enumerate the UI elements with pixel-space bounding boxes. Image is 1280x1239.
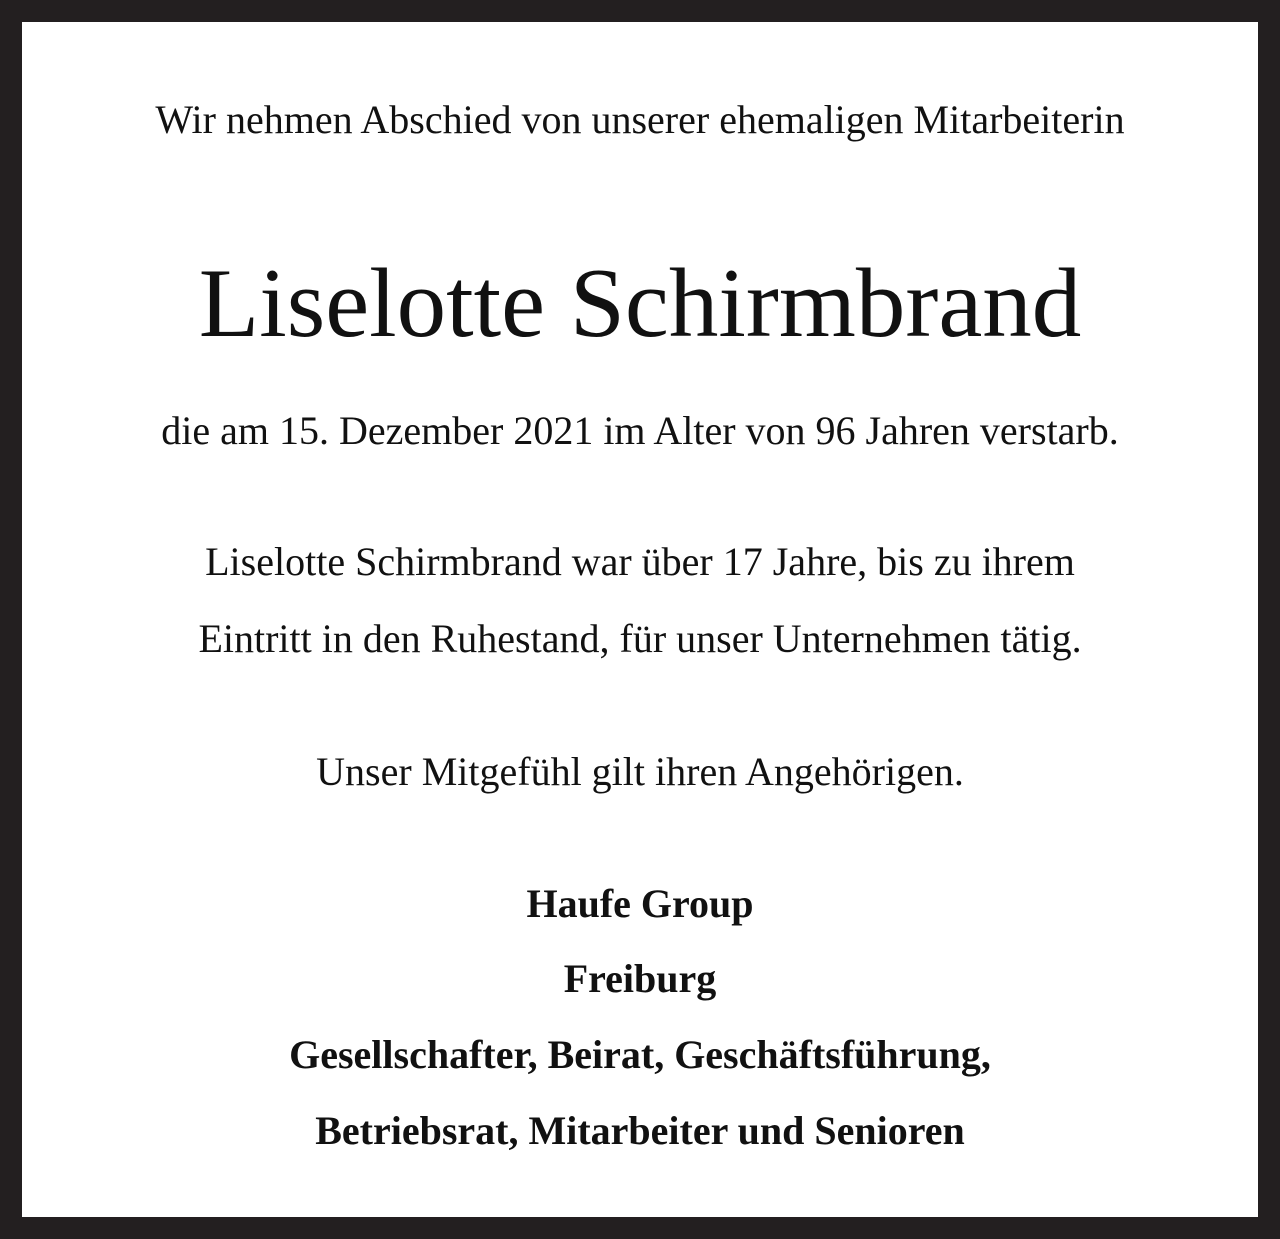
condolence-text: Unser Mitgefühl gilt ihren Angehörigen. [316, 749, 964, 794]
death-details: die am 15. Dezember 2021 im Alter von 96 Jahren verstarb. [161, 408, 1119, 453]
deceased-name: Liselotte Schirmbrand [198, 249, 1082, 358]
intro-text: Wir nehmen Abschied von unserer ehemaligen Mitarbeiterin [155, 97, 1125, 142]
signature-line-4: Betriebsrat, Mitarbeiter und Senioren [315, 1108, 965, 1153]
signature-line-3: Gesellschafter, Beirat, Geschäftsführung, [289, 1032, 991, 1077]
signature-city: Freiburg [563, 956, 717, 1001]
signature-company: Haufe Group [526, 881, 754, 926]
tenure-line-2: Eintritt in den Ruhestand, für unser Unternehmen tätig. [198, 616, 1082, 661]
tenure-line-1: Liselotte Schirmbrand war über 17 Jahre, bis zu ihrem [205, 539, 1075, 584]
